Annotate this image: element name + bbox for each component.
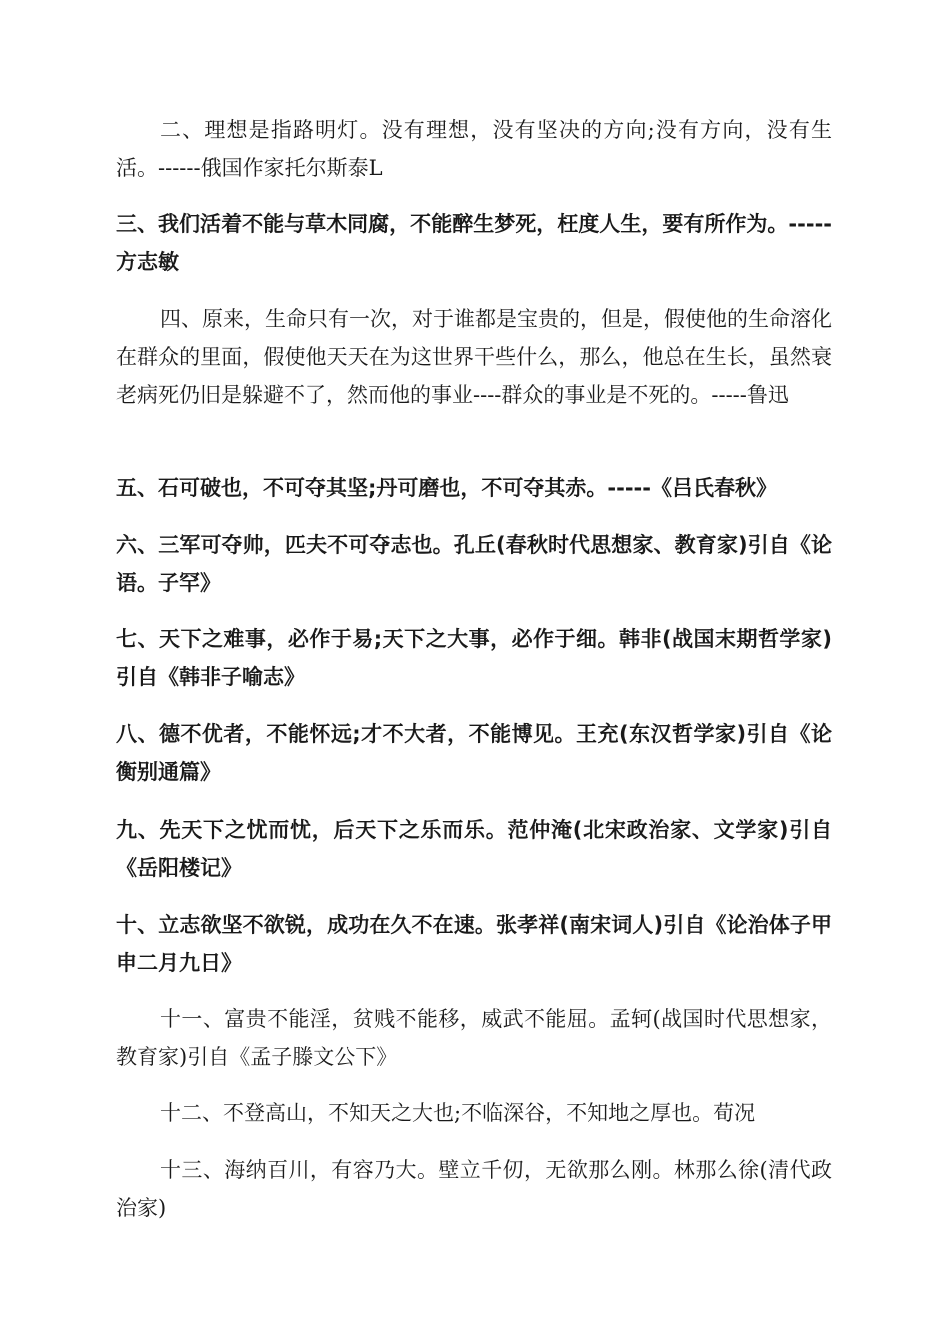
quote-paragraph-13: 十三、海纳百川，有容乃大。壁立千仞，无欲那么刚。林那么徐(清代政治家) <box>116 1158 832 1220</box>
quote-paragraph-8: 八、德不优者，不能怀远;才不大者，不能博见。王充(东汉哲学家)引自《论衡别通篇》 <box>116 722 832 784</box>
quote-paragraph-5: 五、石可破也，不可夺其坚;丹可磨也，不可夺其赤。-----《吕氏春秋》 <box>116 476 777 500</box>
quote-paragraph-12: 十二、不登高山，不知天之大也;不临深谷，不知地之厚也。荀况 <box>160 1101 756 1125</box>
quote-paragraph-7: 七、天下之难事，必作于易;天下之大事，必作于细。韩非(战国末期哲学家)引自《韩非子喻志》 <box>116 627 832 689</box>
quote-paragraph-6: 六、三军可夺帅，匹夫不可夺志也。孔丘(春秋时代思想家、教育家)引自《论语。子罕》 <box>116 533 832 595</box>
quote-paragraph-9: 九、先天下之忧而忧，后天下之乐而乐。范仲淹(北宋政治家、文学家)引自《岳阳楼记》 <box>116 818 832 880</box>
quote-paragraph-3: 三、我们活着不能与草木同腐，不能醉生梦死，枉度人生，要有所作为。-----方志敏 <box>116 212 832 274</box>
quote-paragraph-11: 十一、富贵不能淫，贫贱不能移，威武不能屈。孟轲(战国时代思想家，教育家)引自《孟子滕文公下》 <box>116 1007 832 1069</box>
quote-paragraph-2: 二、理想是指路明灯。没有理想，没有坚决的方向;没有方向，没有生活。------俄国作家托尔斯泰L <box>116 118 832 180</box>
quote-paragraph-4: 四、原来，生命只有一次，对于谁都是宝贵的，但是，假使他的生命溶化在群众的里面，假使他天天在为这世界干些什么，那么，他总在生长，虽然衰老病死仍旧是躲避不了，然而他的事业----群众的事业是不死的。-----鲁迅 <box>116 307 832 407</box>
quote-paragraph-10: 十、立志欲坚不欲锐，成功在久不在速。张孝祥(南宋词人)引自《论治体子甲申二月九日》 <box>116 913 832 975</box>
